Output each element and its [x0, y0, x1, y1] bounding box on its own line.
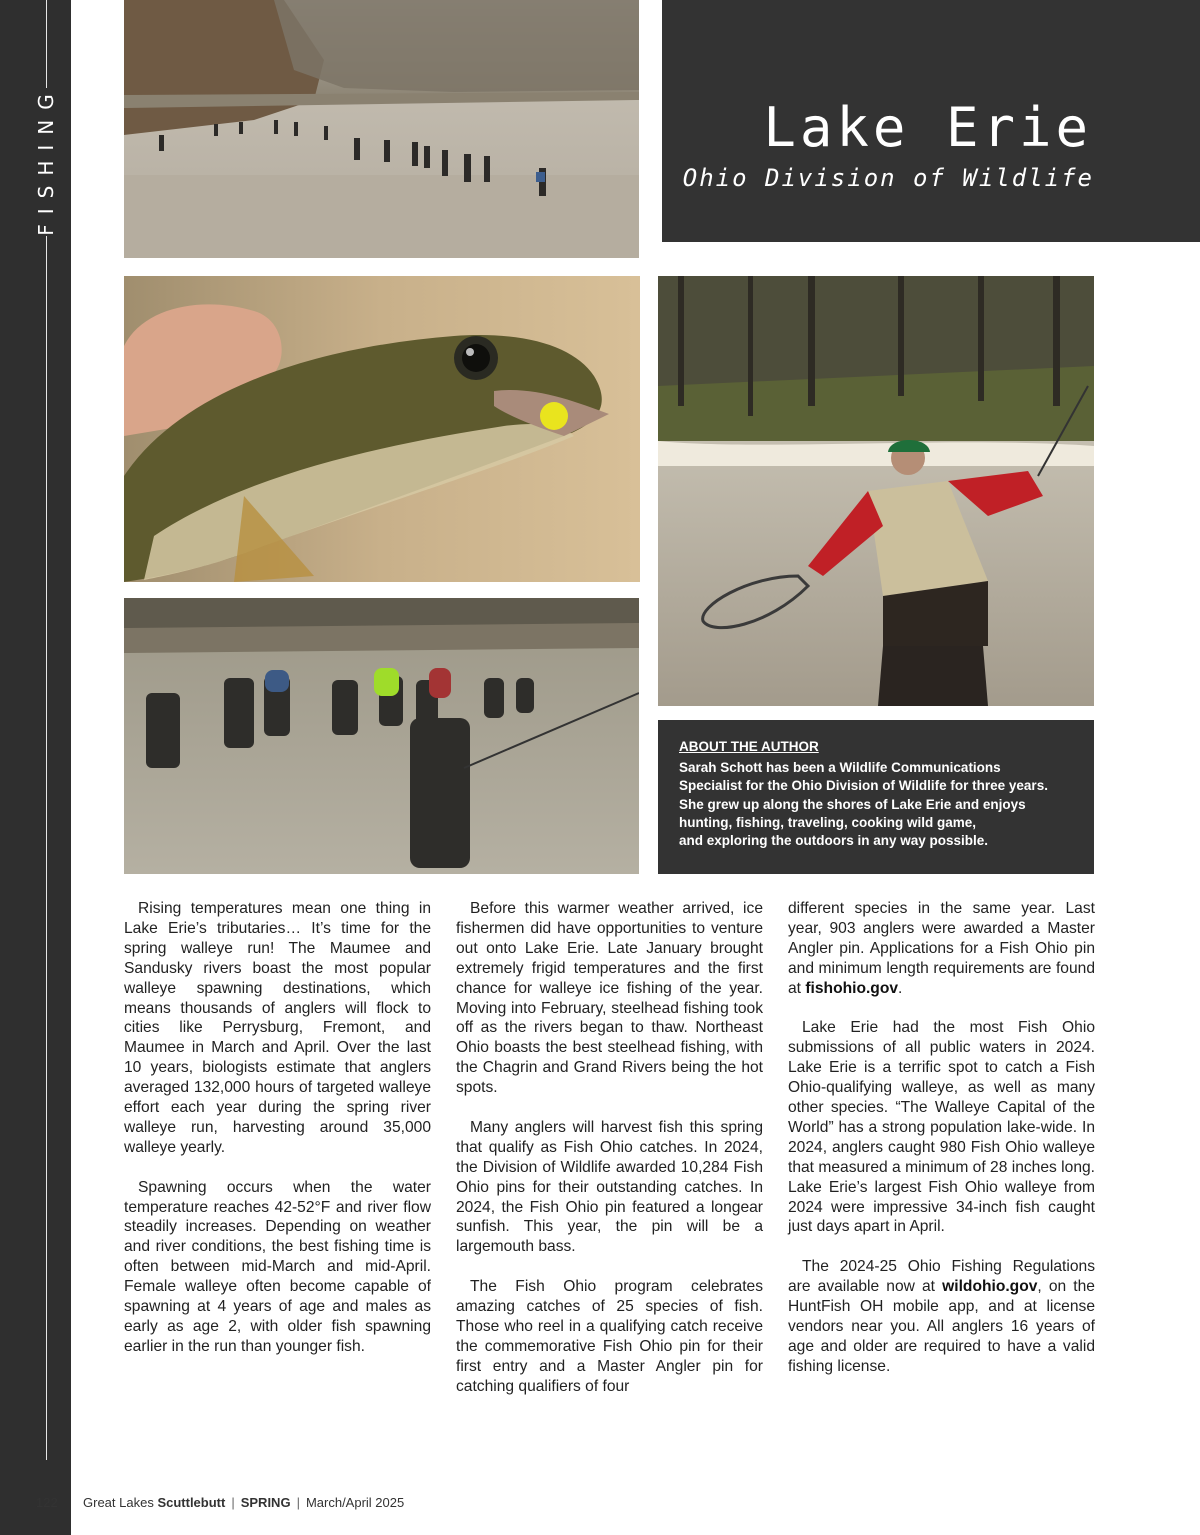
article-paragraph: The Fish Ohio program celebrates amazing catches of 25 species of fish. Those who reel in a qualifying catch receive the commemorative Fish Ohio pin for their first entry and a Master Angler pin for catching qualifiers of four [456, 1278, 763, 1395]
about-author-line: Specialist for the Ohio Division of Wildlife for three years. [679, 778, 1048, 794]
article-paragraph: Rising temperatures mean one thing in Lake Erie’s tributaries… It’s time for the spring walleye run! The Maumee and Sandusky rivers boast the most popular walleye spawning destinations, which means thousands of anglers will flock to cities like Perrysburg, Fremont, and Maumee in March and April. Over the last 10 years, biologists estimate that anglers averaged 132,000 hours of targeted walleye effort each year during the spring river walleye run, harvesting around 35,000 walleye yearly. [124, 900, 431, 1156]
page-subtitle: Ohio Division of Wildlife [682, 164, 1094, 192]
article-column-3 [788, 899, 1095, 1397]
article-paragraph: Spawning occurs when the water temperature reaches 42-52°F and river flow steadily increases. Depending on weather and river conditions, the best fishing time is often between mid-March and mid-April. Female walleye often become capable of spawning at 4 years of age and males as early as age 2, with older fish spawning earlier in the run than younger fish. [124, 1178, 431, 1355]
paragraph-text: , on the HuntFish OH mobile app, and at license vendors near you. All anglers 16 years of age and older are required to have a valid fishing license. [788, 1278, 1095, 1375]
side-rule-bottom [46, 236, 47, 1460]
side-rule-top [46, 0, 47, 88]
paragraph-text: . [898, 979, 903, 997]
footer-separator: | [231, 1495, 235, 1510]
footer [83, 1495, 404, 1510]
paragraph-text: different species in the same year. Last year, 903 anglers were awarded a Master Angler pin. Applications for a Fish Ohio pin and minimum length requirements are found at [788, 900, 1095, 997]
page-title: Lake Erie [763, 96, 1092, 159]
season-label: SPRING [240, 1495, 291, 1510]
photo-anglers-group-river [124, 598, 639, 874]
article-column-2 [456, 899, 763, 1417]
title-block [662, 0, 1200, 242]
photo-angler-netting-fish [658, 276, 1094, 706]
section-label: FISHING [34, 84, 58, 236]
article-paragraph [788, 1257, 1095, 1376]
about-author-line: and exploring the outdoors in any way possible. [679, 833, 989, 849]
wildohio-link[interactable]: wildohio.gov [942, 1278, 1038, 1296]
issue-date: March/April 2025 [305, 1495, 405, 1510]
photo-walleye-closeup [124, 276, 640, 582]
article-column-1 [124, 899, 431, 1377]
article-paragraph: Before this warmer weather arrived, ice fishermen did have opportunities to venture out onto Lake Erie. Late January brought extremely frigid temperatures and the first chance for walleye ice fishing of the year. Moving into February, steelhead fishing took off as the rivers began to thaw. Northeast Ohio boasts the best steelhead fishing, with the Chagrin and Grand Rivers being the hot spots. [456, 900, 763, 1097]
article-paragraph [788, 899, 1095, 999]
publication-prefix: Great Lakes [83, 1495, 158, 1510]
publication-name: Scuttlebutt [157, 1495, 226, 1510]
about-author-line: Sarah Schott has been a Wildlife Communications [679, 760, 1001, 775]
fishohio-link[interactable]: fishohio.gov [805, 979, 899, 997]
about-author-line: hunting, fishing, traveling, cooking wild game, [679, 814, 977, 830]
article-paragraph: Lake Erie had the most Fish Ohio submissions of all public waters in 2024. Lake Erie is a terrific spot to catch a Fish Ohio-qualifying walleye, as well as many other species. “The Walleye Capital of the World” has a strong population lake-wide. In 2024, anglers caught 980 Fish Ohio walleye that measured a minimum of 28 inches long. Lake Erie’s largest Fish Ohio walleye from 2024 were impressive 34-inch fish caught just days apart in April. [788, 1019, 1095, 1236]
about-author-heading: ABOUT THE AUTHOR [679, 739, 819, 754]
page-number: 122 [36, 1495, 58, 1510]
about-author-box [658, 720, 1094, 874]
about-author-line: She grew up along the shores of Lake Erie and enjoys [679, 796, 1026, 812]
footer-separator: | [296, 1495, 300, 1510]
article-paragraph: Many anglers will harvest fish this spring that qualify as Fish Ohio catches. In 2024, the Division of Wildlife awarded 10,284 Fish Ohio pins for their outstanding catches. In 2024, the Fish Ohio pin featured a longear sunfish. This year, the pin will be a largemouth bass. [456, 1118, 763, 1256]
paragraph-text: The 2024-25 Ohio Fishing Regulations are available now at [788, 1258, 1095, 1296]
photo-anglers-wading-river [124, 0, 639, 258]
